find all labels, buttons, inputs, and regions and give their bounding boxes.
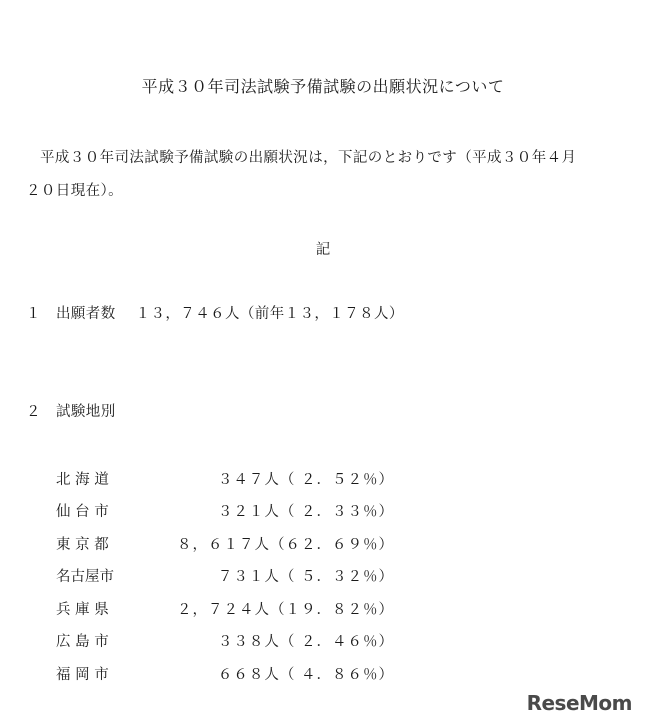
section-by-location bbox=[26, 400, 116, 421]
table-row bbox=[56, 495, 394, 528]
region-count: ２，７２４人（１９．８２％） bbox=[177, 601, 394, 618]
table-row bbox=[56, 657, 394, 690]
region-name: 名古屋市 bbox=[56, 569, 114, 586]
applicant-total: １３，７４６人（前年１３，１７８人） bbox=[135, 306, 404, 322]
table-row bbox=[56, 625, 394, 658]
intro-line-2: ２０日現在）。 bbox=[26, 183, 124, 199]
table-row bbox=[56, 560, 394, 593]
region-count: ３２１人（ ２．３３％） bbox=[217, 504, 394, 521]
region-count: ３４７人（ ２．５２％） bbox=[217, 471, 394, 488]
region-count: ８，６１７人（６２．６９％） bbox=[177, 536, 394, 553]
region-table bbox=[56, 462, 394, 690]
region-count: ７３１人（ ５．３２％） bbox=[217, 569, 394, 586]
section-number: １ bbox=[26, 306, 41, 322]
intro-paragraph bbox=[26, 142, 626, 208]
section-number: ２ bbox=[26, 404, 41, 420]
section-label: 出願者数 bbox=[56, 306, 116, 322]
section-applicants bbox=[26, 302, 404, 323]
resemom-logo: ReseMom bbox=[526, 691, 632, 715]
table-row bbox=[56, 462, 394, 495]
region-name: 福 岡 市 bbox=[56, 666, 109, 683]
region-name: 東 京 都 bbox=[56, 536, 109, 553]
region-count: ３３８人（ ２．４６％） bbox=[217, 634, 394, 651]
region-name: 兵 庫 県 bbox=[56, 601, 109, 618]
region-name: 仙 台 市 bbox=[56, 504, 109, 521]
document-title: 平成３０年司法試験予備試験の出願状況について bbox=[141, 77, 505, 96]
table-row bbox=[56, 592, 394, 625]
table-row bbox=[56, 527, 394, 560]
ki-heading: 記 bbox=[315, 242, 331, 258]
intro-line-1: 平成３０年司法試験予備試験の出願状況は，下記のとおりです（平成３０年４月 bbox=[40, 150, 577, 166]
region-count: ６６８人（ ４．８６％） bbox=[217, 666, 394, 683]
region-name: 北 海 道 bbox=[56, 471, 109, 488]
region-name: 広 島 市 bbox=[56, 634, 109, 651]
section-label: 試験地別 bbox=[56, 404, 116, 420]
